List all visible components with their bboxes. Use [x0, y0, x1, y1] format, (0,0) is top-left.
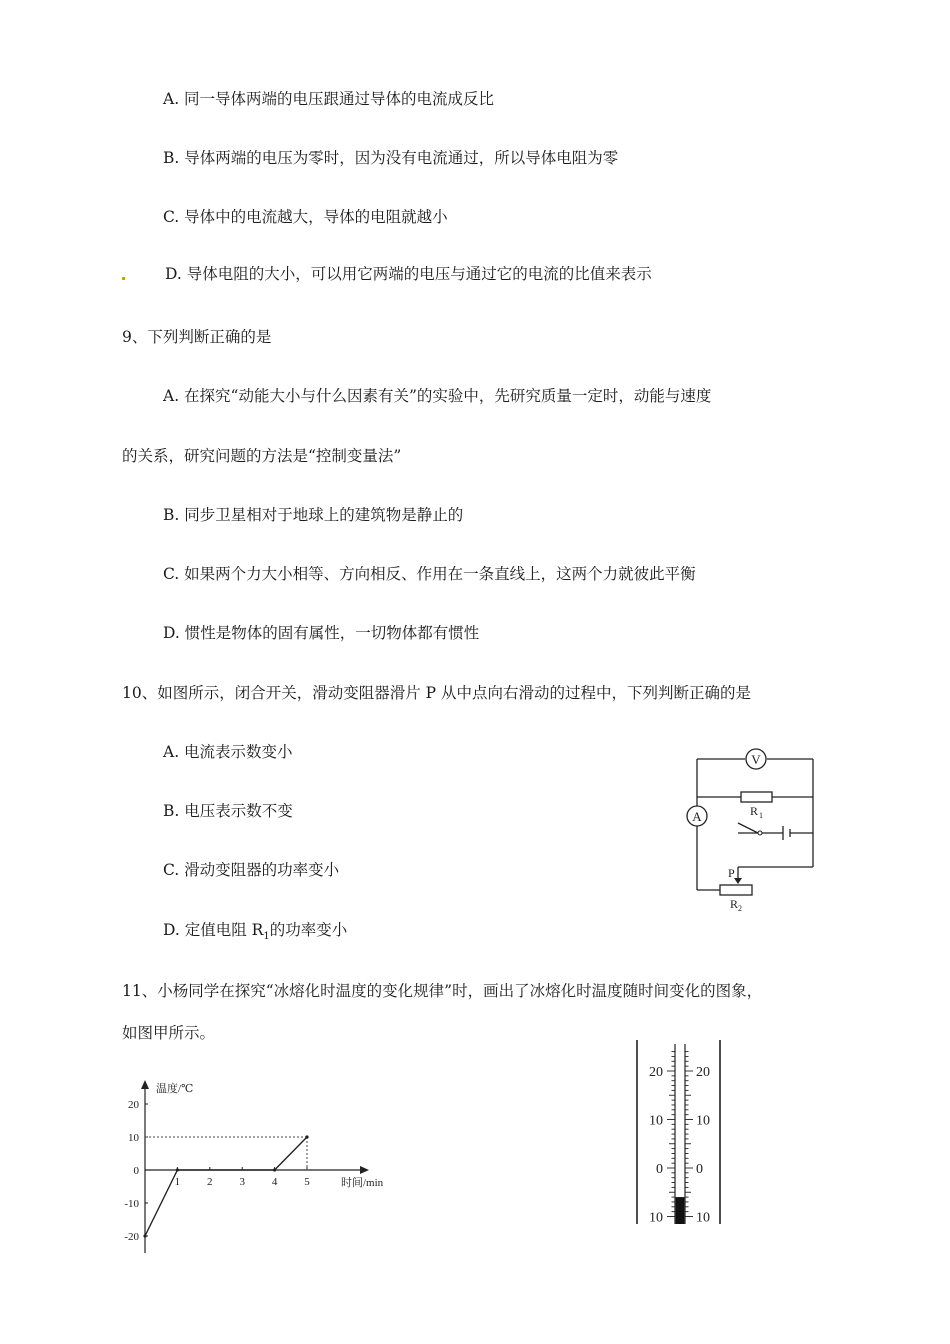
thermometer [630, 1038, 730, 1228]
series-segment [275, 1137, 307, 1170]
y-tick-label: 0 [133, 1165, 139, 1177]
q10-option-d-sub: 1 [263, 931, 270, 943]
scale-label-left: 0 [656, 1162, 663, 1177]
stray-dot [122, 277, 125, 280]
y-tick-label: -10 [124, 1198, 139, 1210]
q10-option-d [163, 920, 347, 947]
x-axis-label: 时间/min [341, 1177, 384, 1189]
x-tick-label: 2 [207, 1176, 213, 1188]
y-tick-label: -20 [124, 1231, 139, 1243]
scale-label-right: 0 [696, 1162, 703, 1177]
scale-label-left: 10 [649, 1113, 663, 1129]
x-axis-arrow-icon [360, 1166, 369, 1174]
mercury-column [676, 1197, 685, 1224]
y-tick-label: 20 [128, 1099, 139, 1111]
q8-option-c: C. 导体中的电流越大，导体的电阻就越小 [163, 208, 448, 226]
switch-icon [758, 831, 762, 835]
resistor-r2 [720, 885, 752, 895]
r1-label: R [750, 804, 759, 818]
series-segment [145, 1170, 177, 1236]
q10-option-d-pre: D. 定值电阻 R [163, 921, 264, 939]
q9-option-d: D. 惯性是物体的固有属性，一切物体都有惯性 [163, 624, 480, 642]
q11-stem-line1: 11、小杨同学在探究“冰熔化时温度的变化规律”时，画出了冰熔化时温度随时间变化的图象， [122, 982, 763, 1000]
slider-label: P [728, 866, 735, 880]
data-point [143, 1234, 146, 1237]
q9-option-a-line2: 的关系，研究问题的方法是“控制变量法” [122, 447, 402, 465]
q9-stem: 9、下列判断正确的是 [122, 328, 272, 346]
slider-arrow-icon [734, 878, 742, 884]
circuit-diagram [680, 745, 830, 915]
scale-label-right: 20 [696, 1065, 710, 1080]
q10-option-a: A. 电流表示数变小 [163, 743, 293, 761]
q10-option-c: C. 滑动变阻器的功率变小 [163, 861, 340, 879]
y-axis-arrow-icon [141, 1080, 149, 1089]
x-tick-label: 1 [174, 1176, 181, 1188]
r2-label-sub: 2 [738, 904, 742, 913]
q10-option-b: B. 电压表示数不变 [163, 802, 293, 820]
q10-stem: 10、如图所示，闭合开关，滑动变阻器滑片 P 从中点向右滑动的过程中，下列判断正确的是 [122, 684, 752, 702]
resistor-r1 [741, 792, 772, 802]
y-tick-label: 10 [128, 1132, 139, 1144]
data-point [273, 1168, 276, 1171]
voltmeter-label: V [751, 752, 761, 767]
q8-option-d: D. 导体电阻的大小，可以用它两端的电压与通过它的电流的比值来表示 [165, 265, 652, 283]
q9-option-b: B. 同步卫星相对于地球上的建筑物是静止的 [163, 506, 464, 524]
scale-label-right: 10 [696, 1210, 710, 1226]
q8-option-a: A. 同一导体两端的电压跟通过导体的电流成反比 [163, 90, 495, 108]
ammeter-label: A [692, 809, 702, 824]
scale-label-left: 10 [649, 1210, 663, 1226]
q10-option-d-post: 的功率变小 [269, 921, 348, 939]
temperature-time-chart [110, 1075, 400, 1260]
q11-stem-line2: 如图甲所示。 [122, 1024, 216, 1042]
r2-label: R [730, 897, 739, 911]
data-point [305, 1135, 308, 1138]
q9-option-a-line1: A. 在探究“动能大小与什么因素有关”的实验中，先研究质量一定时，动能与速度 [163, 387, 712, 405]
q9-option-c: C. 如果两个力大小相等、方向相反、作用在一条直线上，这两个力就彼此平衡 [163, 565, 696, 583]
r1-label-sub: 1 [759, 811, 763, 820]
q8-option-b: B. 导体两端的电压为零时，因为没有电流通过，所以导体电阻为零 [163, 149, 619, 167]
scale-label-right: 10 [696, 1113, 710, 1129]
x-tick-label: 5 [304, 1176, 310, 1188]
scale-label-left: 20 [649, 1065, 663, 1080]
x-tick-label: 3 [239, 1176, 245, 1188]
data-point [176, 1168, 179, 1171]
x-tick-label: 4 [271, 1176, 278, 1188]
y-axis-label: 温度/℃ [156, 1083, 194, 1095]
